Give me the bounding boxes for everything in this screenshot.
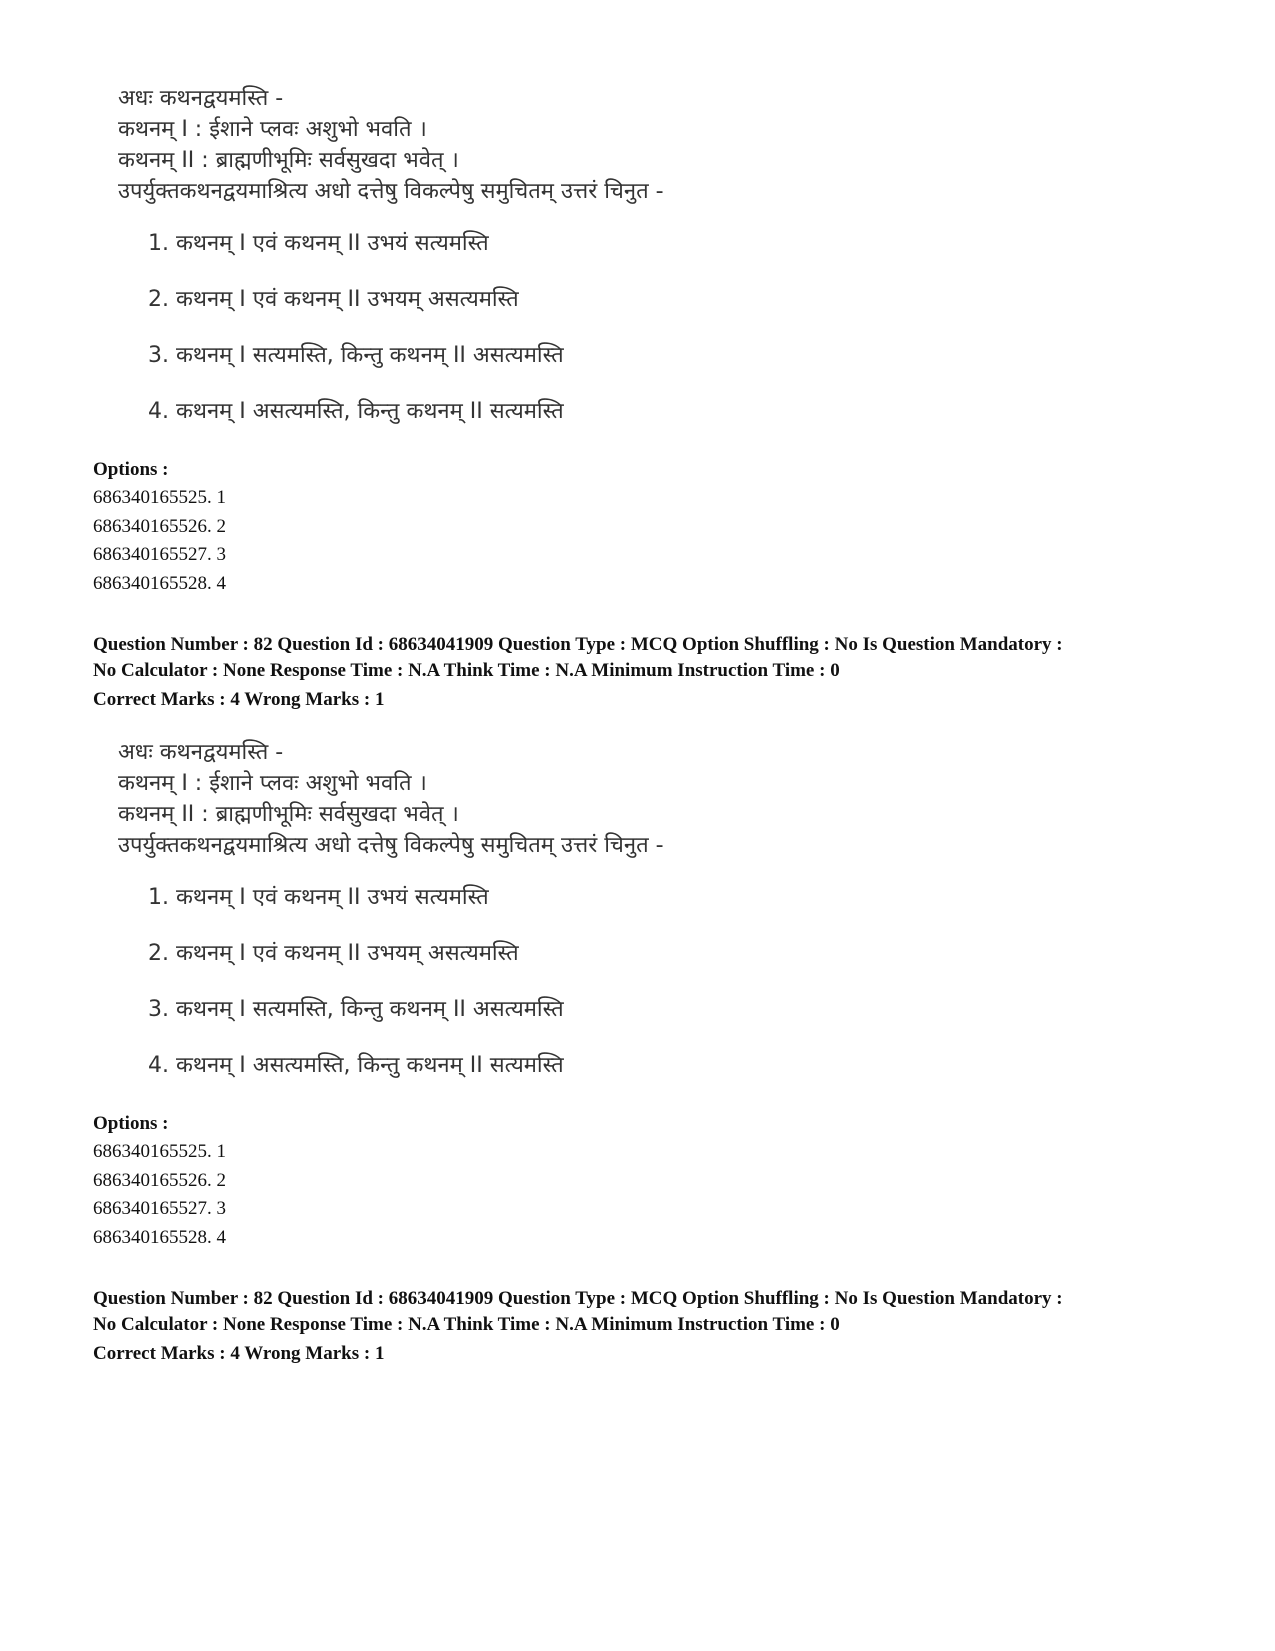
option-row: 686340165527. 3 <box>93 1198 226 1219</box>
meta-line-2: No Calculator : None Response Time : N.A Think Time : N.A Minimum Instruction Time : 0 <box>93 660 840 681</box>
choice-item: 4. कथनम् I असत्यमस्ति, किन्तु कथनम् II सत्यमस्ति <box>148 1053 564 1078</box>
option-row: 686340165528. 4 <box>93 572 226 594</box>
choice-item: 4. कथनम् I असत्यमस्ति, किन्तु कथनम् II सत्यमस्ति <box>148 399 564 424</box>
choice-item: 1. कथनम् I एवं कथनम् II उभयं सत्यमस्ति <box>148 231 489 256</box>
choice-list <box>148 229 564 453</box>
statement-1: कथनम् I : ईशाने प्लवः अशुभो भवति । <box>118 771 427 796</box>
option-row: 686340165527. 3 <box>93 544 226 565</box>
question-stem <box>118 737 664 861</box>
question-instruction: उपर्युक्तकथनद्वयमाश्रित्य अधो दत्तेषु विकल्पेषु समुचितम् उत्तरं चिनुत - <box>118 179 664 204</box>
question-intro: अधः कथनद्वयमस्ति - <box>118 86 284 111</box>
options-section <box>93 456 226 598</box>
choice-list <box>148 883 564 1107</box>
meta-line-3: Correct Marks : 4 Wrong Marks : 1 <box>93 1343 385 1364</box>
option-row: 686340165525. 1 <box>93 1141 226 1162</box>
statement-1: कथनम् I : ईशाने प्लवः अशुभो भवति । <box>118 117 427 142</box>
choice-item: 2. कथनम् I एवं कथनम् II उभयम् असत्यमस्ति <box>148 287 519 312</box>
option-row: 686340165525. 1 <box>93 487 226 508</box>
options-heading: Options : <box>93 1113 169 1134</box>
choice-item: 3. कथनम् I सत्यमस्ति, किन्तु कथनम् II असत्यमस्ति <box>148 343 564 368</box>
question-stem <box>118 83 664 207</box>
choice-item: 1. कथनम् I एवं कथनम् II उभयं सत्यमस्ति <box>148 885 489 910</box>
choice-item: 3. कथनम् I सत्यमस्ति, किन्तु कथनम् II असत्यमस्ति <box>148 997 564 1022</box>
question-instruction: उपर्युक्तकथनद्वयमाश्रित्य अधो दत्तेषु विकल्पेषु समुचितम् उत्तरं चिनुत - <box>118 833 664 858</box>
question-meta <box>93 633 1063 715</box>
choice-item: 2. कथनम् I एवं कथनम् II उभयम् असत्यमस्ति <box>148 941 519 966</box>
meta-line-3: Correct Marks : 4 Wrong Marks : 1 <box>93 689 385 710</box>
statement-2: कथनम् II : ब्राह्मणीभूमिः सर्वसुखदा भवेत् । <box>118 148 459 173</box>
option-row: 686340165526. 2 <box>93 515 226 537</box>
question-intro: अधः कथनद्वयमस्ति - <box>118 740 284 765</box>
options-heading: Options : <box>93 459 169 480</box>
meta-line-1: Question Number : 82 Question Id : 68634041909 Question Type : MCQ Option Shuffling : No Is Question Mandatory : <box>93 634 1063 655</box>
statement-2: कथनम् II : ब्राह्मणीभूमिः सर्वसुखदा भवेत् । <box>118 802 459 827</box>
option-row: 686340165528. 4 <box>93 1226 226 1248</box>
options-section <box>93 1110 226 1252</box>
question-meta <box>93 1287 1063 1369</box>
option-row: 686340165526. 2 <box>93 1169 226 1191</box>
meta-line-1: Question Number : 82 Question Id : 68634041909 Question Type : MCQ Option Shuffling : No Is Question Mandatory : <box>93 1288 1063 1309</box>
meta-line-2: No Calculator : None Response Time : N.A Think Time : N.A Minimum Instruction Time : 0 <box>93 1314 840 1335</box>
